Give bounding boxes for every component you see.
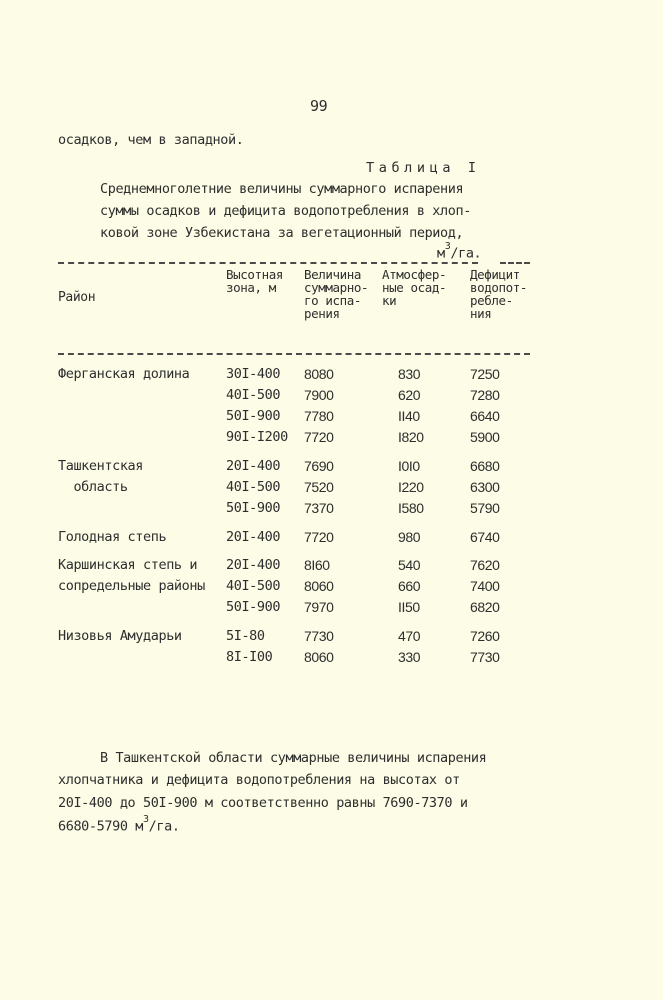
cell-deficit: 5900 xyxy=(470,429,500,445)
header-deficit-line: Дефицит xyxy=(470,267,520,282)
cell-district: сопредельные районы xyxy=(58,578,205,594)
cell-district: область xyxy=(58,479,128,495)
cell-deficit: 7260 xyxy=(470,628,500,644)
header-evaporation xyxy=(304,268,368,320)
paragraph-line-2: хлопчатника и дефицита водопотребления на высотах от xyxy=(58,772,460,788)
cell-deficit: 5790 xyxy=(470,500,500,516)
header-precipitation xyxy=(382,268,446,307)
cell-precipitation: 470 xyxy=(398,628,421,644)
units-base: м xyxy=(437,245,445,262)
cell-deficit: 6820 xyxy=(470,599,500,615)
cell-evaporation: 7900 xyxy=(304,387,334,403)
cell-district: Ферганская долина xyxy=(58,366,190,382)
cell-altitude: 8I-I00 xyxy=(226,649,273,665)
table-row xyxy=(0,458,663,478)
cell-precipitation: 540 xyxy=(398,557,421,573)
cell-evaporation: 7720 xyxy=(304,529,334,545)
cell-evaporation: 7520 xyxy=(304,479,334,495)
cell-altitude: 20I-400 xyxy=(226,529,281,545)
table-row xyxy=(0,387,663,407)
table-row xyxy=(0,557,663,577)
units-superscript: 3 xyxy=(444,241,451,252)
cell-altitude: 50I-900 xyxy=(226,408,281,424)
header-evaporation-line: суммарно- xyxy=(304,280,369,295)
cell-altitude: 20I-400 xyxy=(226,458,281,474)
cell-precipitation: I220 xyxy=(398,479,424,495)
cell-deficit: 7280 xyxy=(470,387,500,403)
cell-evaporation: 8060 xyxy=(304,578,334,594)
cell-evaporation: 7690 xyxy=(304,458,334,474)
cell-deficit: 6640 xyxy=(470,408,500,424)
header-precipitation-line: Атмосфер- xyxy=(382,267,447,282)
cell-precipitation: 980 xyxy=(398,529,421,545)
paragraph-superscript: 3 xyxy=(143,814,149,825)
table-row xyxy=(0,628,663,648)
cell-deficit: 6300 xyxy=(470,479,500,495)
cell-precipitation: II50 xyxy=(398,599,420,615)
header-evaporation-line: рения xyxy=(304,306,340,321)
cell-precipitation: I0I0 xyxy=(398,458,420,474)
header-precipitation-line: ки xyxy=(382,293,397,308)
cell-evaporation: 7730 xyxy=(304,628,334,644)
table-row xyxy=(0,408,663,428)
table-row xyxy=(0,479,663,499)
table-caption-line-1: Среднемноголетние величины суммарного испарения xyxy=(100,181,464,197)
cell-deficit: 6680 xyxy=(470,458,500,474)
table-row xyxy=(0,529,663,549)
table-units xyxy=(437,241,482,262)
cell-altitude: 40I-500 xyxy=(226,479,281,495)
table-row xyxy=(0,599,663,619)
paragraph-line-1: В Ташкентской области суммарные величины испарения xyxy=(100,750,487,766)
cell-district: Низовья Амударьи xyxy=(58,628,182,644)
cell-altitude: 40I-500 xyxy=(226,387,281,403)
header-district: Район xyxy=(58,290,96,305)
cell-district: Ташкентская xyxy=(58,458,144,474)
cell-precipitation: I820 xyxy=(398,429,424,445)
cell-evaporation: 8060 xyxy=(304,649,334,665)
cell-altitude: 50I-900 xyxy=(226,500,281,516)
cell-precipitation: 330 xyxy=(398,649,421,665)
header-deficit-line: водопот- xyxy=(470,280,528,295)
header-evaporation-line: го испа- xyxy=(304,293,362,308)
cell-evaporation: 7970 xyxy=(304,599,334,615)
cell-deficit: 6740 xyxy=(470,529,500,545)
paragraph-line-3: 20I-400 до 50I-900 м соответственно равны 7690-7370 и xyxy=(58,795,468,811)
header-altitude xyxy=(226,268,283,294)
table-header-rule xyxy=(58,353,530,355)
header-precipitation-line: ные осад- xyxy=(382,280,447,295)
cell-precipitation: 660 xyxy=(398,578,421,594)
cell-precipitation: 830 xyxy=(398,366,421,382)
cell-precipitation: 620 xyxy=(398,387,421,403)
cell-deficit: 7250 xyxy=(470,366,500,382)
header-evaporation-line: Величина xyxy=(304,267,362,282)
cell-deficit: 7400 xyxy=(470,578,500,594)
cell-deficit: 7620 xyxy=(470,557,500,573)
table-top-rule-end xyxy=(500,262,530,264)
header-altitude-line: Высотная xyxy=(226,267,284,282)
table-row xyxy=(0,500,663,520)
cell-district: Каршинская степь и xyxy=(58,557,198,573)
table-caption-line-3: ковой зоне Узбекистана за вегетационный период, xyxy=(100,225,464,241)
cell-district: Голодная степь xyxy=(58,529,167,545)
header-altitude-line: зона, м xyxy=(226,280,276,295)
cell-deficit: 7730 xyxy=(470,649,500,665)
cell-evaporation: 7780 xyxy=(304,408,334,424)
header-deficit-line: ния xyxy=(470,306,492,321)
intro-text-line: осадков, чем в западной. xyxy=(58,132,244,148)
table-top-rule xyxy=(58,262,478,264)
cell-altitude: 20I-400 xyxy=(226,557,281,573)
cell-altitude: 40I-500 xyxy=(226,578,281,594)
cell-evaporation: 7370 xyxy=(304,500,334,516)
cell-altitude: 90I-I200 xyxy=(226,429,288,445)
cell-altitude: 50I-900 xyxy=(226,599,281,615)
units-rest: /га. xyxy=(450,245,482,262)
table-caption-line-2: суммы осадков и дефицита водопотребления в хлоп- xyxy=(100,203,471,219)
table-row xyxy=(0,429,663,449)
page-number: 99 xyxy=(310,97,328,115)
cell-altitude: 5I-80 xyxy=(226,628,265,644)
cell-evaporation: 8080 xyxy=(304,366,334,382)
paragraph-line-4-text: 6680-5790 м xyxy=(58,818,144,835)
cell-precipitation: I580 xyxy=(398,500,424,516)
cell-altitude: 30I-400 xyxy=(226,366,281,382)
paragraph-line-4-units: /га. xyxy=(148,818,180,835)
paragraph-line-4 xyxy=(58,814,180,835)
table-row xyxy=(0,366,663,386)
table-label: Таблица I xyxy=(366,160,481,176)
cell-evaporation: 8I60 xyxy=(304,557,330,573)
table-row xyxy=(0,578,663,598)
table-row xyxy=(0,649,663,669)
header-deficit-line: ребле- xyxy=(470,293,513,308)
header-deficit xyxy=(470,268,527,320)
cell-precipitation: II40 xyxy=(398,408,420,424)
cell-evaporation: 7720 xyxy=(304,429,334,445)
